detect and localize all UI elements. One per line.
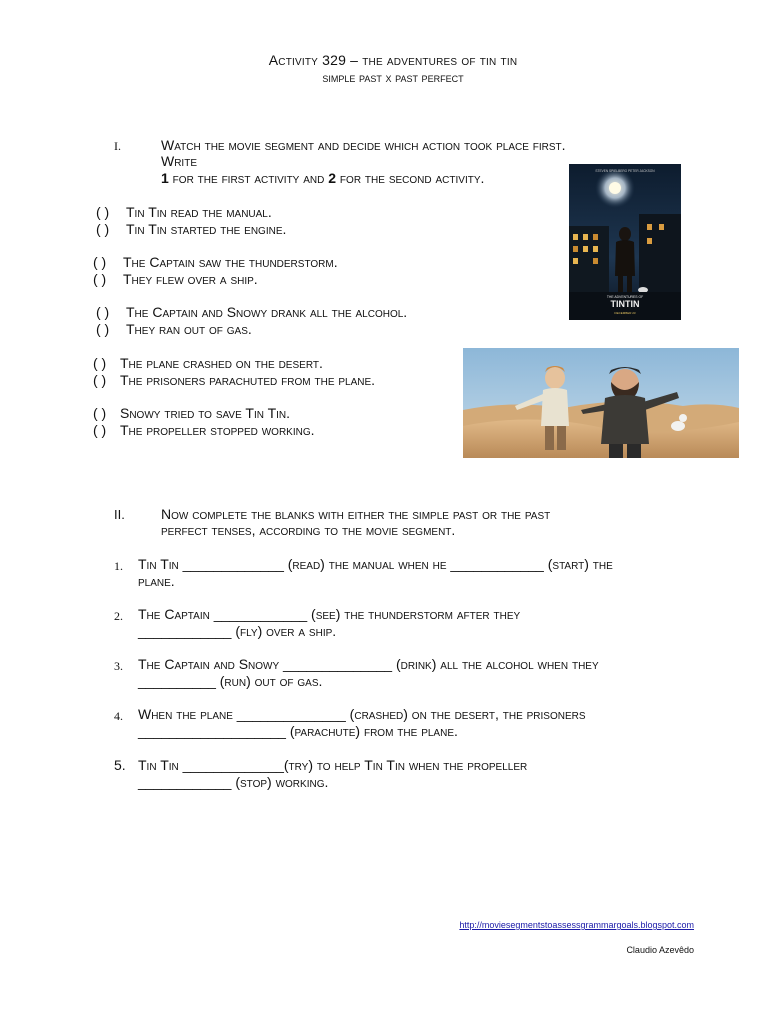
exercise-number: 3. [114, 659, 123, 673]
list-item: ( ) Snowy tried to save Tin Tin. [93, 405, 291, 421]
exercise-line: plane. [138, 573, 175, 589]
exercise-number: 4. [114, 709, 123, 723]
list-item: ( ) The prisoners parachuted from the plane. [93, 372, 376, 388]
answer-blank[interactable]: ( ) [93, 254, 107, 270]
list-item: ( ) Tin Tin started the engine. [96, 221, 287, 237]
exercise-number: 5. [114, 757, 126, 773]
section-1-number: I. [114, 139, 121, 153]
second-number: 2 [328, 170, 337, 186]
exercise-line: ___________________ (parachute) from the plane. [138, 723, 458, 739]
answer-blank[interactable]: ( ) [96, 204, 110, 220]
exercise-line: __________ (run) out of gas. [138, 673, 323, 689]
list-item: ( ) The Captain and Snowy drank all the alcohol. [96, 304, 408, 320]
poster-date: DECEMBER 23 [614, 311, 636, 315]
answer-blank[interactable]: ( ) [96, 221, 110, 237]
list-item: ( ) Tin Tin read the manual. [96, 204, 272, 220]
exercise-line: Tin Tin _____________ (read) the manual when he ____________ (start) the [138, 556, 613, 572]
author-name: Claudio Azevêdo [626, 945, 694, 955]
instruction-part: for the second activity. [336, 170, 485, 186]
page-subtitle: simple past x past perfect [322, 70, 464, 85]
section-2-instruction-line2: perfect tenses, according to the movie segment. [161, 522, 456, 538]
answer-blank[interactable]: ( ) [93, 271, 107, 287]
movie-poster-image [569, 164, 681, 320]
poster-credits: STEVEN SPIELBERG PETER JACKSON [595, 169, 655, 173]
blog-link[interactable]: http://moviesegmentstoassessgrammargoals.blogspot.com [459, 920, 694, 930]
list-item: ( ) The Captain saw the thunderstorm. [93, 254, 338, 270]
page-title: Activity 329 – the adventures of tin tin [268, 52, 518, 68]
poster-title: TINTIN [610, 299, 640, 309]
answer-blank[interactable]: ( ) [93, 355, 107, 371]
section-2-instruction-line1: Now complete the blanks with either the simple past or the past [161, 506, 551, 522]
answer-blank[interactable]: ( ) [93, 372, 107, 388]
exercise-number: 1. [114, 559, 123, 573]
desert-scene-image [463, 348, 739, 458]
answer-blank[interactable]: ( ) [96, 304, 110, 320]
section-1-instruction-line3 [161, 170, 484, 187]
exercise-line: ____________ (stop) working. [138, 774, 329, 790]
exercise-line: ____________ (fly) over a ship. [138, 623, 337, 639]
answer-blank[interactable]: ( ) [96, 321, 110, 337]
answer-blank[interactable]: ( ) [93, 422, 107, 438]
list-item: ( ) They flew over a ship. [93, 271, 258, 287]
instruction-part: for the first activity and [168, 170, 329, 186]
exercise-line: When the plane ______________ (crashed) on the desert, the prisoners [138, 706, 586, 722]
exercise-line: Tin Tin _____________(try) to help Tin Tin when the propeller [138, 757, 528, 773]
first-number: 1 [161, 170, 169, 186]
poster-caption: THE ADVENTURES OF [606, 295, 644, 299]
list-item: ( ) They ran out of gas. [96, 321, 252, 337]
exercise-line: The Captain ____________ (see) the thunderstorm after they [138, 606, 521, 622]
exercise-line: The Captain and Snowy ______________ (drink) all the alcohol when they [138, 656, 599, 672]
answer-blank[interactable]: ( ) [93, 405, 107, 421]
section-2-number: II. [114, 507, 125, 522]
exercise-number: 2. [114, 609, 123, 623]
list-item: ( ) The propeller stopped working. [93, 422, 315, 438]
section-1-instruction-line2: Write [161, 153, 197, 169]
section-1-instruction-line1: Watch the movie segment and decide which action took place first. [161, 137, 566, 153]
list-item: ( ) The plane crashed on the desert. [93, 355, 323, 371]
